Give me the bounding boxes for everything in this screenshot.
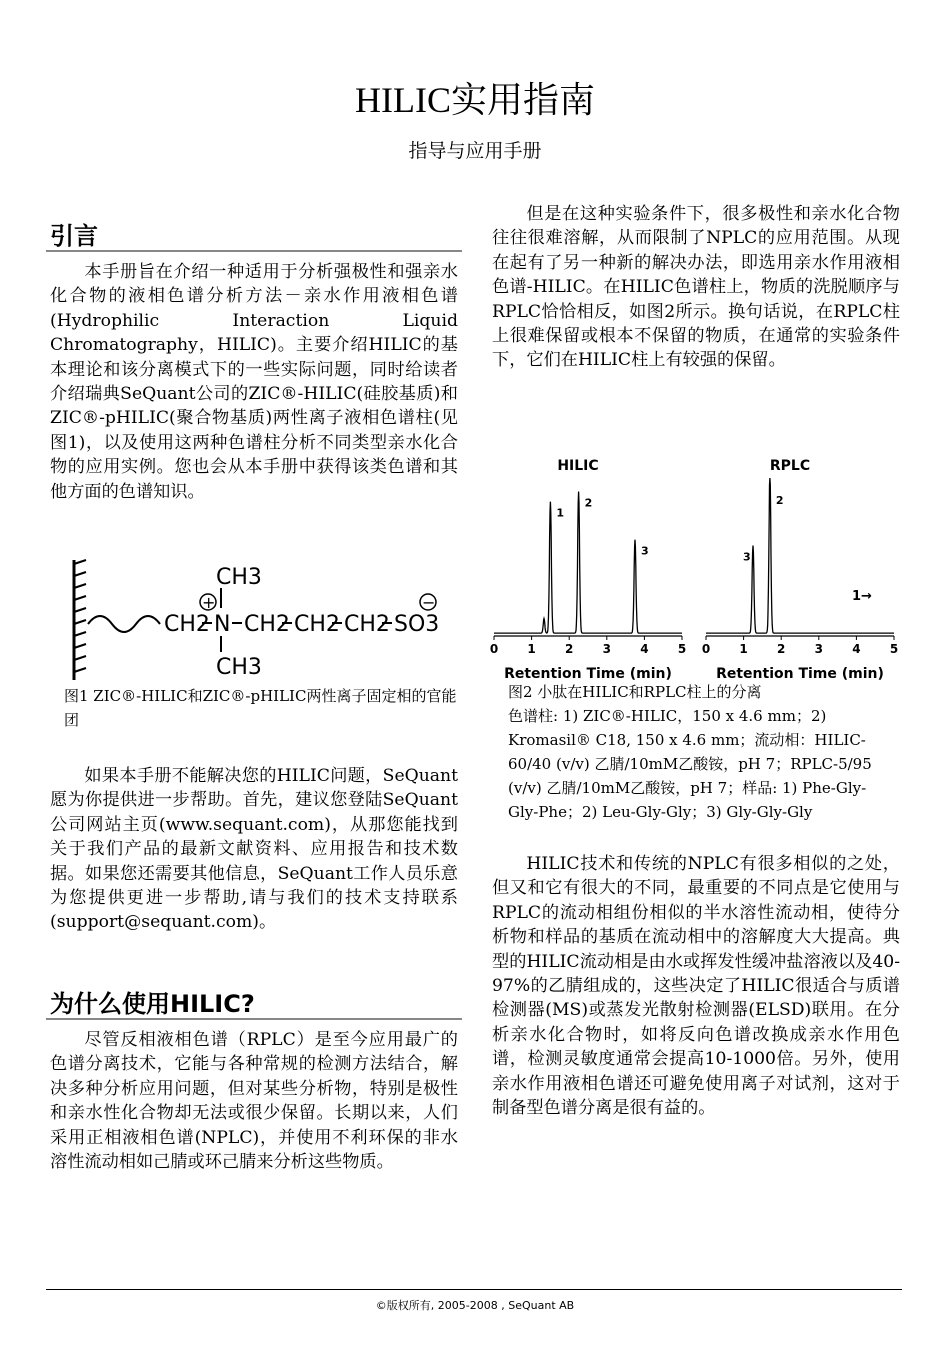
chart-title: RPLC: [769, 458, 811, 474]
eluting-arrow-label: 1→: [852, 589, 872, 604]
ch3-top: CH3: [216, 565, 262, 590]
figure2-caption: [508, 680, 908, 824]
x-tick-label: 3: [814, 642, 823, 656]
figure2-caption-line: 色谱柱: 1) ZIC®-HILIC，150 x 4.6 mm；2): [508, 707, 827, 725]
chart-title: HILIC: [557, 458, 599, 474]
figure2-caption-line: Gly-Phe；2) Leu-Gly-Gly；3) Gly-Gly-Gly: [508, 803, 813, 821]
x-axis-label: Retention Time (min): [504, 666, 672, 682]
x-tick-label: 1: [527, 642, 536, 656]
chain-ch2-2: CH2: [244, 612, 290, 637]
right-section-1: [492, 202, 900, 373]
x-tick-label: 1: [739, 642, 748, 656]
ch3-bottom: CH3: [216, 655, 262, 680]
intro-heading: 引言: [50, 222, 98, 250]
footer-copyright: ©版权所有, 2005-2008 , SeQuant AB: [375, 1299, 575, 1312]
x-tick-label: 5: [889, 642, 899, 656]
figure1-structure: [60, 556, 460, 686]
chain-so3: SO3: [394, 612, 440, 637]
chain-ch2-4: CH2: [344, 612, 390, 637]
chain-ch2-1: CH2: [164, 612, 210, 637]
footer-rule: [46, 1289, 902, 1290]
why-section: [50, 1028, 458, 1174]
rplc-panel: [702, 458, 898, 682]
chain-n: N: [214, 612, 231, 637]
figure2-caption-line: 60/40 (v/v) 乙腈/10mM乙酸铵，pH 7；RPLC-5/95: [508, 755, 872, 773]
intro-rule: [46, 250, 462, 252]
x-tick-label: 5: [677, 642, 687, 656]
peak-label: 3: [641, 544, 649, 558]
right-paragraph-1: 但是在这种实验条件下，很多极性和亲水化合物往往很难溶解，从而限制了NPLC的应用范围。从现在起有了另一种新的解决办法，即选用亲水作用液相色谱-HILIC。在HILIC色谱柱上，物质的洗脱顺序与RPLC恰恰相反，如图2所示。换句话说，在RPLC柱上很难保留或根本不保留的物质，在通常的实验条件下，它们在HILIC柱上有较强的保留。: [492, 204, 900, 371]
intro-paragraph: 本手册旨在介绍一种适用于分析强极性和强亲水化合物的液相色谱分析方法－亲水作用液相色谱(Hydrophilic Interaction Liquid Chromatography，HILIC)。主要介绍HILIC的基本理论和该分离模式下的一些实际问题，同时给读者介绍瑞典SeQuant公司的ZIC®-HILIC(硅胶基质)和ZIC®-pHILIC(聚合物基质)两性离子液相色谱柱(见图1)，以及使用这两种色谱柱分析不同类型亲水化合物的应用实例。您也会从本手册中获得该类色谱和其他方面的色谱知识。: [50, 262, 458, 502]
figure2-chromatograms: [488, 450, 906, 686]
figure1-caption: 图1 ZIC®-HILIC和ZIC®-pHILIC两性离子固定相的官能团: [64, 687, 457, 729]
right-section-2: [492, 852, 900, 1120]
x-tick-label: 2: [565, 642, 574, 656]
x-tick-label: 3: [602, 642, 611, 656]
figure2-caption-line: Kromasil® C18, 150 x 4.6 mm；流动相：HILIC-: [508, 731, 866, 749]
x-axis-label: Retention Time (min): [716, 666, 884, 682]
peak-label: 1: [556, 506, 565, 520]
why-rule: [46, 1018, 462, 1020]
minus-charge: −: [422, 593, 436, 612]
chain-ch2-3: CH2: [294, 612, 340, 637]
x-tick-label: 0: [701, 642, 711, 656]
figure2-caption-line: (v/v) 乙腈/10mM乙酸铵，pH 7；样品: 1) Phe-Gly-: [508, 779, 867, 797]
chromatogram-trace: [706, 478, 894, 633]
spacer-wave: [88, 616, 160, 632]
page-title: HILIC实用指南: [355, 80, 595, 120]
hilic-panel: [490, 458, 686, 682]
plus-charge: +: [202, 593, 216, 612]
x-tick-label: 0: [489, 642, 499, 656]
why-heading: 为什么使用HILIC?: [50, 990, 255, 1018]
peak-label: 3: [743, 550, 751, 564]
peak-label: 2: [775, 494, 784, 507]
right-paragraph-2: HILIC技术和传统的NPLC有很多相似的之处，但又和它有很大的不同，最重要的不同点是它使用与RPLC的流动相组份相似的半水溶性流动相，使待分析物和样品的基质在流动相中的溶解度大大提高。典型的HILIC流动相是由水或挥发性缓冲盐溶液以及40-97%的乙腈组成的，这些决定了HILIC很适合与质谱检测器(MS)或蒸发光散射检测器(ELSD)联用。在分析亲水化合物时，如将反向色谱改换成亲水作用色谱，检测灵敏度通常会提高10-1000倍。另外，使用亲水作用液相色谱还可避免使用离子对试剂，这对于制备型色谱分离是很有益的。: [492, 854, 900, 1119]
peak-label: 2: [584, 496, 593, 510]
help-section: [50, 764, 458, 935]
x-tick-label: 2: [777, 642, 786, 656]
why-paragraph: 尽管反相液相色谱（RPLC）是至今应用最广的色谱分离技术，它能与各种常规的检测方法结合，解决多种分析应用问题，但对某些分析物，特别是极性和亲水性化合物却无法或很少保留。长期以来，人们采用正相液相色谱(NPLC)，并使用不利环保的非水溶性流动相如己腈或环己腈来分析这些物质。: [50, 1030, 458, 1173]
page-subtitle: 指导与应用手册: [408, 140, 542, 162]
help-paragraph: 如果本手册不能解决您的HILIC问题，SeQuant愿为你提供进一步帮助。首先，建议您登陆SeQuant公司网站主页(www.sequant.com)，从那您能找到关于我们产品的最新文献资料、应用报告和技术数据。如果您还需要其他信息，SeQuant工作人员乐意为您提供更进一步帮助,请与我们的技术支持联系(support@sequant.com)。: [50, 766, 458, 933]
x-tick-label: 4: [852, 642, 861, 656]
x-tick-label: 4: [640, 642, 649, 656]
surface-hatch: [74, 560, 86, 680]
figure2-caption-line: 图2 小肽在HILIC和RPLC柱上的分离: [508, 683, 762, 701]
intro-section: [50, 260, 458, 504]
chromatogram-trace: [494, 492, 682, 634]
